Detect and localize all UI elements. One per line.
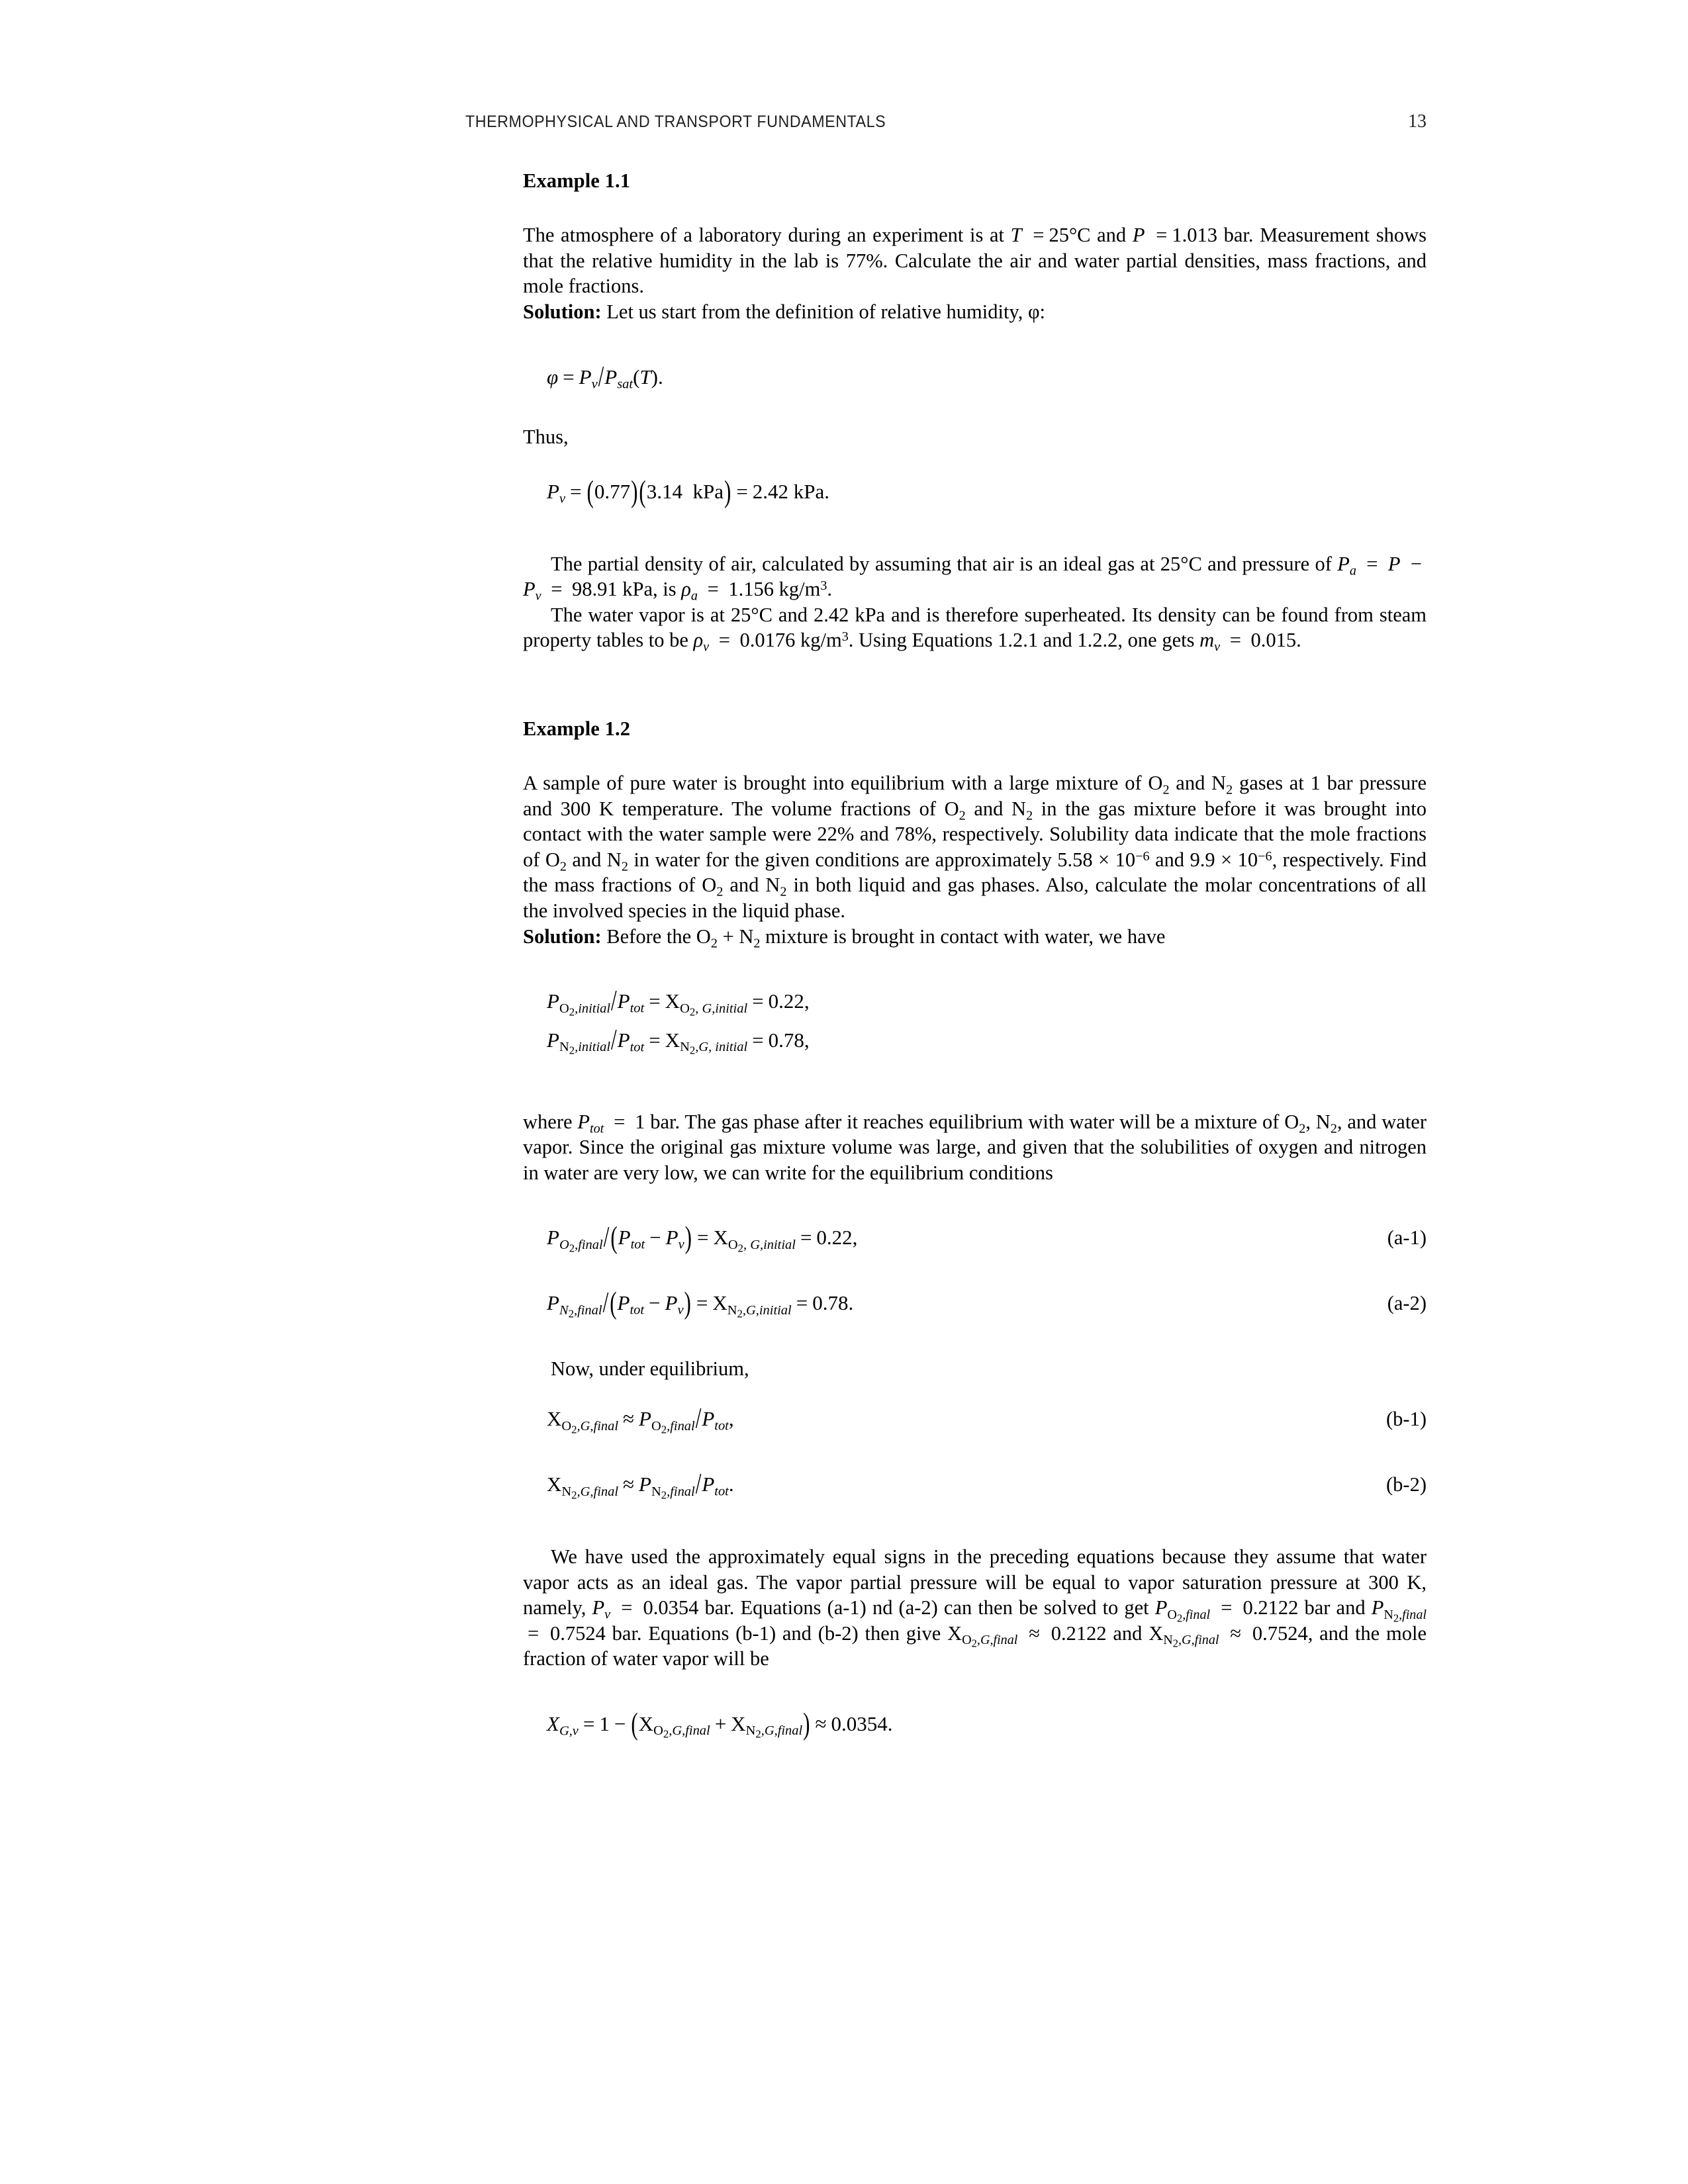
example-1-2-paragraph-final: We have used the approximately equal signs in the preceding equations because they assume that water vapor acts as an ideal gas. The vapor partial pressure will be equal to vapor saturation pressure at 300 K, namely, $P_v = 0.0354$ bar. Equations (a-1) nd (a-2) can then be solved to get $P_{O_2,final} = 0.2122$ bar and $P_{N_2,final} = 0.7524$ bar. Equations (b-1) and (b-2) then give $X_{O_2,G,final} \approx 0.2122$ and $X_{N_2,G,final} \approx 0.7524$, and the mole fraction of water vapor will be <box>523 1545 1427 1670</box>
equation-phi-row <box>523 358 1427 392</box>
equation-phi: $\varphi = P_v/P_{sat}(T)$. <box>547 358 663 392</box>
equation-initial-o2: $P_{O_2,initial}/P_{tot} = X_{O_2, G,initial} = 0.22$, <box>547 983 810 1019</box>
solution-lead-text-1: Let us start from the definition of relative humidity, φ: <box>601 300 1046 323</box>
now-line-text: Now, under equilibrium, <box>551 1357 749 1380</box>
equation-xgv-row <box>523 1706 1427 1741</box>
equation-xgv: $X_{G,v} = 1 - (X_{O_2,G,final} + X_{N_2,G,final}) \approx 0.0354$. <box>547 1706 893 1741</box>
example-1-1-paragraph-2: The partial density of air, calculated by assuming that air is an ideal gas at 25°C and pressure of $P_a = P - P_v = 98.91$ kPa, is $\rho_a = 1.156$ $kg/m^3$. <box>523 552 1423 604</box>
running-head-title: THERMOPHYSICAL AND TRANSPORT FUNDAMENTALS <box>465 113 886 131</box>
thus-text: Thus, <box>523 426 569 449</box>
example-1-2-paragraph-where: where $P_{tot} = 1$ bar. The gas phase after it reaches equilibrium with water will be a mixture of $O_2$, $N_2$, and water vapor. Since the original gas mixture volume was large, and given that the solubilities of oxygen and nitrogen in water are very low, we can write for the equilibrium conditions <box>523 1110 1427 1184</box>
equation-initial-n2-row <box>523 1022 1427 1058</box>
example-1-1-paragraph-1: The atmosphere of a laboratory during an experiment is at T = 25°C and P = 1.013 bar. Measurement shows that the relative humidity in the lab is 77%. Calculate the air and water partial densities, mass fractions, and mole fractions. <box>523 224 1427 298</box>
equation-a1-row <box>523 1219 1427 1255</box>
page-number: 13 <box>1408 111 1427 132</box>
example-1-1-solution-lead <box>523 299 1427 325</box>
example-1-1-paragraph-3: The water vapor is at 25°C and 2.42 kPa and is therefore superheated. Its density can be found from steam property tables to be $\rho_v = 0.0176$ $kg/m^3$. Using Equations 1.2.1 and 1.2.2, one gets $m_v = 0.015$. <box>523 603 1427 655</box>
equation-a2: $P_{N_2,final}/(P_{tot} - P_v) = X_{N_2,G,initial} = 0.78$. <box>547 1285 854 1320</box>
example-1-2-paragraph-1: A sample of pure water is brought into equilibrium with a large mixture of $O_2$ and $N_2$ gases at 1 bar pressure and 300 K temperature. The volume fractions of $O_2$ and $N_2$ in the gas mixture before it was brought into contact with the water sample were 22% and 78%, respectively. Solubility data indicate that the mole fractions of $O_2$ and $N_2$ in water for the given conditions are approximately $5.58 \times 10^{-6}$ and $9.9 \times 10^{-6}$, respectively. Find the mass fractions of $O_2$ and $N_2$ in both liquid and gas phases. Also, calculate the molar concentrations of all the involved species in the liquid phase. <box>523 772 1427 922</box>
now-under-equilibrium-line <box>523 1356 1427 1382</box>
equation-b1: $X_{O_2,G,final} \approx P_{O_2,final}/P_{tot}$, <box>547 1400 734 1436</box>
example-1-2-heading: Example 1.2 <box>523 717 631 740</box>
equation-pv: $P_v = (0.77)(3.14$ kPa) = 2.42 kPa. <box>547 473 830 509</box>
example-1-2-solution-lead: Solution: Before the $O_2 + N_2$ mixture is brought in contact with water, we have <box>523 925 1166 951</box>
solution-label-1: Solution: <box>523 300 602 323</box>
equation-initial-o2-row <box>523 983 1427 1019</box>
running-head <box>465 111 1427 132</box>
equation-b2: $X_{N_2,G,final} \approx P_{N_2,final}/P_{tot}$. <box>547 1466 734 1502</box>
solution-label-2: Solution: <box>523 925 602 948</box>
equation-pv-row <box>523 473 1427 509</box>
equation-a1: $P_{O_2,final}/(P_{tot} - P_v) = X_{O_2, G,initial} = 0.22$, <box>547 1219 858 1255</box>
equation-b1-tag: (b-1) <box>1386 1408 1427 1431</box>
equation-b2-row <box>523 1466 1427 1502</box>
text-column <box>523 169 1427 1741</box>
equation-initial-n2: $P_{N_2,initial}/P_{tot} = X_{N_2,G, initial} = 0.78$, <box>547 1022 810 1058</box>
thus-line <box>523 424 1427 450</box>
example-1-1-heading: Example 1.1 <box>523 169 631 192</box>
equation-b1-row <box>523 1400 1427 1436</box>
equation-a2-tag: (a-2) <box>1387 1292 1427 1315</box>
equation-a1-tag: (a-1) <box>1387 1226 1427 1250</box>
equation-a2-row <box>523 1285 1427 1320</box>
equation-b2-tag: (b-2) <box>1386 1473 1427 1496</box>
